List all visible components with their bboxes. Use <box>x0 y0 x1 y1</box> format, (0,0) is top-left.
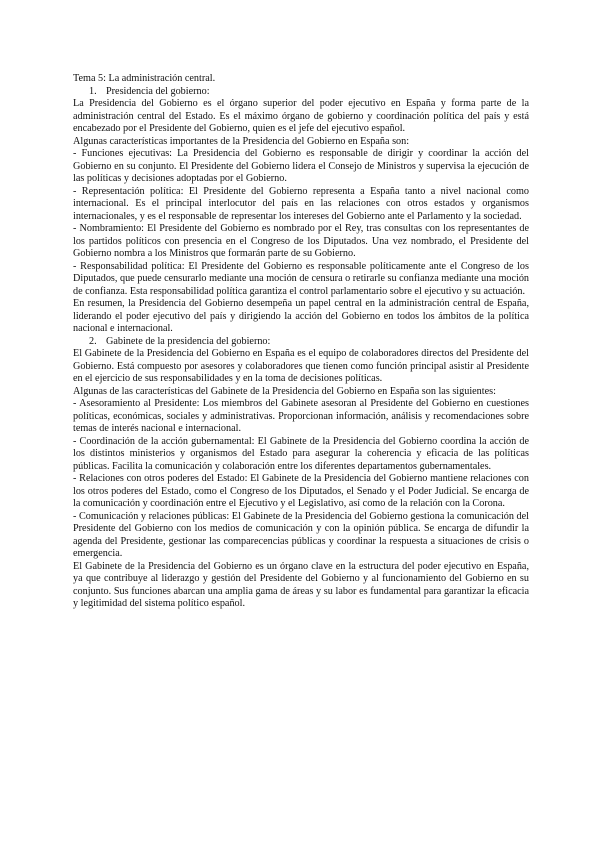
section-1-list-intro: Algunas características importantes de la Presidencia del Gobierno en España son: <box>73 135 410 147</box>
list-item: - Responsabilidad política: El Presidente del Gobierno es responsable políticamente ante el Congreso de los Diputados, que puede censurarlo mediante una moción de censura o retirarle su confianza mediante una moción de confianza. Esta responsabilidad política garantiza el control parlamentario sobre el ejecutivo y su actuación. <box>73 260 530 297</box>
list-item: - Nombramiento: El Presidente del Gobierno es nombrado por el Rey, tras consultas con los representantes de los partidos políticos con presencia en el Congreso de los Diputados. Una vez nombrado, el Presidente del Gobierno nombra a los Ministros que formarán parte de su Gobierno. <box>73 223 529 259</box>
section-1-intro: La Presidencia del Gobierno es el órgano superior del poder ejecutivo en España y forma parte de la administración central del Estado. Es el máximo órgano de gobierno y coordinación política del país y está encabezado por el Presidente del Gobierno, quien es el jefe del ejecutivo español. <box>73 98 529 134</box>
list-item: - Representación política: El Presidente del Gobierno representa a España tanto a nivel nacional como internacional. Es el principal interlocutor del país en las relaciones con otros estados y organismos internacionales, y es el responsable de representar los intereses del Gobierno ante el Parlamento y la sociedad. <box>73 185 529 222</box>
list-item: - Funciones ejecutivas: La Presidencia del Gobierno es responsable de dirigir y coordinar la acción del Gobierno en su conjunto. El Presidente del Gobierno lidera el Consejo de Ministros y supervisa la ejecución de las políticas y decisiones adoptadas por el Gobierno. <box>73 148 529 184</box>
section-2-heading-text: Gabinete de la presidencia del gobierno: <box>106 335 271 347</box>
list-item: - Comunicación y relaciones públicas: El Gabinete de la Presidencia del Gobierno gestiona la comunicación del Presidente del Gobierno con los medios de comunicación y con la opinión pública. Se encarga de difundir la agenda del Presidente, gestionar las comparecencias públicas y coordinar la respuesta a situaciones de crisis o emergencia. <box>73 510 529 559</box>
document-page <box>73 73 529 611</box>
section-1-heading <box>73 86 529 99</box>
section-2-summary: El Gabinete de la Presidencia del Gobierno es un órgano clave en la estructura del poder ejecutivo en España, ya que contribuye al liderazgo y gestión del Presidente del Gobierno y al funcionamiento del Gobierno en su conjunto. Sus funciones abarcan una amplia gama de áreas y su labor es fundamental para garantizar la eficacia y legitimidad del sistema político español. <box>73 560 529 609</box>
section-1-number: 1. <box>89 85 97 97</box>
section-1-heading-text: Presidencia del gobierno: <box>106 85 210 97</box>
list-item: - Coordinación de la acción gubernamental: El Gabinete de la Presidencia del Gobierno coordina la acción de los distintos ministerios y organismos del Estado para asegurar la coherencia y eficacia de las políticas públicas. Facilita la comunicación y colaboración entre los diferentes departamentos gubernamentales. <box>73 435 529 472</box>
section-2-heading <box>73 336 529 349</box>
section-2-number: 2. <box>89 335 97 347</box>
list-item: - Relaciones con otros poderes del Estado: El Gabinete de la Presidencia del Gobierno mantiene relaciones con los otros poderes del Estado, como el Congreso de los Diputados, el Senado y el Poder Judicial. Se encarga de la comunicación y coordinación entre el Ejecutivo y el Legislativo, así como de la relación con la Corona. <box>73 473 529 509</box>
section-1-summary: En resumen, la Presidencia del Gobierno desempeña un papel central en la administración central de España, liderando el poder ejecutivo del país y dirigiendo la acción del Gobierno en todos los ámbitos de la política nacional e internacional. <box>73 298 529 334</box>
section-2-intro: El Gabinete de la Presidencia del Gobierno en España es el equipo de colaboradores directos del Presidente del Gobierno. Está compuesto por asesores y colaboradores que tienen como función principal asistir al Presidente en el ejercicio de sus responsabilidades y en la toma de decisiones políticas. <box>73 348 529 384</box>
section-2-list-intro: Algunas de las características del Gabinete de la Presidencia del Gobierno en España son las siguientes: <box>73 385 496 397</box>
list-item: - Asesoramiento al Presidente: Los miembros del Gabinete asesoran al Presidente del Gobierno en cuestiones políticas, económicas, sociales y administrativas. Proporcionan información, análisis y recomendaciones sobre temas de interés nacional e internacional. <box>73 398 529 434</box>
document-title: Tema 5: La administración central. <box>73 73 216 84</box>
